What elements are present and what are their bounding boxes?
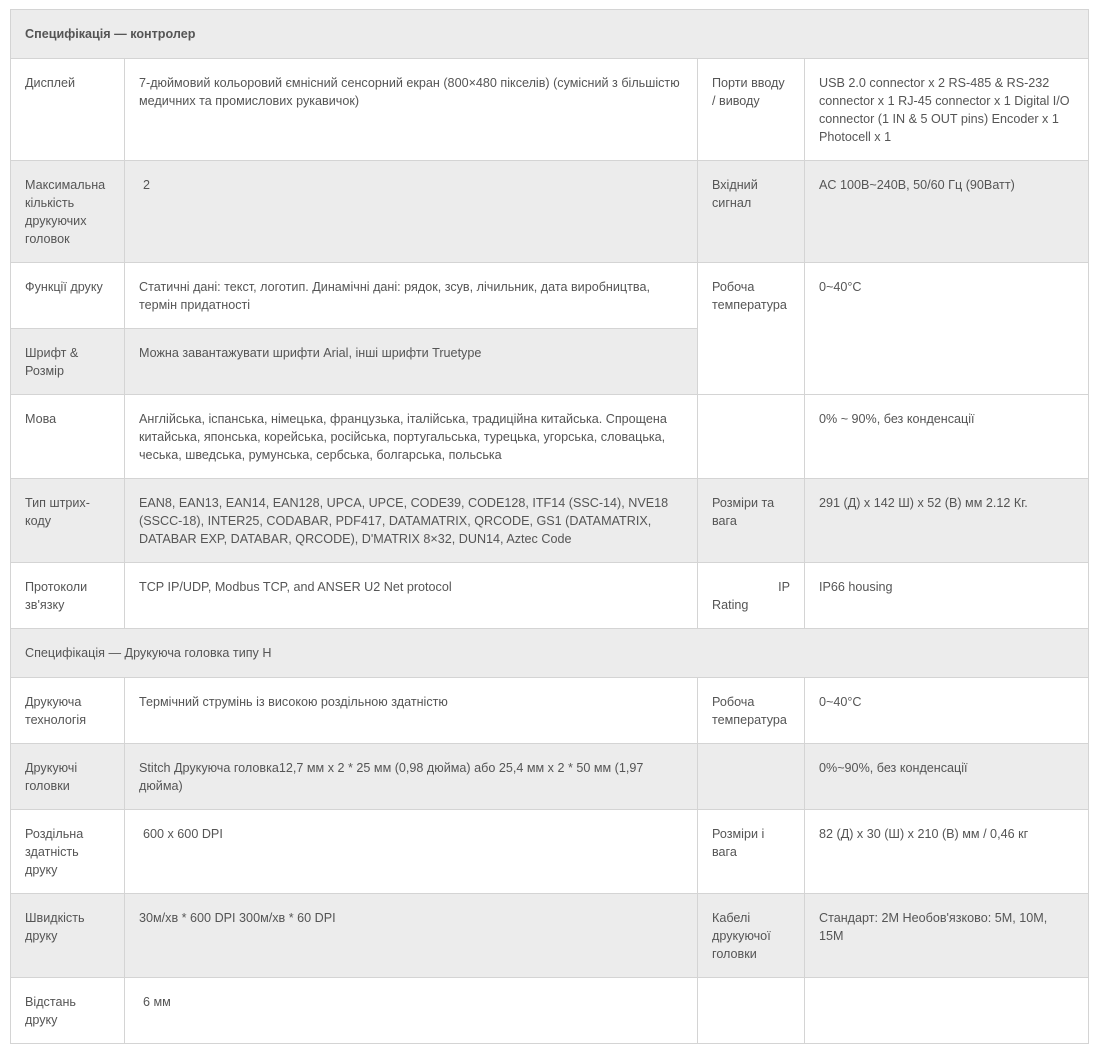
section-title: Специфікація — контролер [11, 10, 1089, 59]
section-title: Специфікація — Друкуюча головка типу H [11, 629, 1089, 678]
row-value: 0%~90%, без конденсації [805, 744, 1089, 810]
ip-label-part: Rating [712, 598, 749, 612]
table-row [11, 744, 1089, 810]
table-row [11, 978, 1089, 1044]
table-row [11, 59, 1089, 161]
row-label: Друкуючі головки [11, 744, 125, 810]
row-label: Робоча температура [698, 263, 805, 395]
spec-table [10, 9, 1089, 1044]
row-label [698, 978, 805, 1044]
row-label: Порти вводу / виводу [698, 59, 805, 161]
row-value: 0~40°C [805, 263, 1089, 395]
table-row [11, 563, 1089, 629]
row-label [698, 563, 805, 629]
row-label: Відстань друку [11, 978, 125, 1044]
row-label: Протоколи зв'язку [11, 563, 125, 629]
row-value: 7-дюймовий кольоровий ємнісний сенсорний екран (800×480 пікселів) (сумісний з більшістю медичних та промислових рукавичок) [125, 59, 698, 161]
ip-label-part: IP [778, 580, 790, 594]
row-label: Мова [11, 395, 125, 479]
row-value: 600 x 600 DPI [125, 810, 698, 894]
table-row [11, 810, 1089, 894]
row-label: Роздільна здатність друку [11, 810, 125, 894]
row-value: Англійська, іспанська, німецька, французька, італійська, традиційна китайська. Спрощена китайська, японська, корейська, російська, португальська, турецька, угорська, словацька, чеська, шведська, румунська, сербська, болгарська, польська [125, 395, 698, 479]
row-value: Стандарт: 2M Необов'язково: 5M, 10M, 15M [805, 894, 1089, 978]
row-label: Розміри та вага [698, 479, 805, 563]
row-label: Максимальна кількість друкуючих головок [11, 161, 125, 263]
row-label: Тип штрих-коду [11, 479, 125, 563]
section-header-controller [11, 10, 1089, 59]
table-row [11, 678, 1089, 744]
row-value: 30м/хв * 600 DPI 300м/хв * 60 DPI [125, 894, 698, 978]
row-value: USB 2.0 connector x 2 RS-485 & RS-232 connector x 1 RJ-45 connector x 1 Digital I/O connector (1 IN & 5 OUT pins) Encoder x 1 Photocell x 1 [805, 59, 1089, 161]
row-label [698, 395, 805, 479]
row-value: 0% ~ 90%, без конденсації [805, 395, 1089, 479]
row-value: Можна завантажувати шрифти Arial, інші шрифти Truetype [125, 329, 698, 395]
table-row [11, 161, 1089, 263]
row-value: EAN8, EAN13, EAN14, EAN128, UPCA, UPCE, CODE39, CODE128, ITF14 (SSC-14), NVE18 (SSCC-18), INTER25, CODABAR, PDF417, DATAMATRIX, QRCODE, GS1 (DATAMATRIX, DATABAR EXP, DATABAR, QRCODE), D'MATRIX 8×32, DUN14, Aztec Code [125, 479, 698, 563]
row-label: Робоча температура [698, 678, 805, 744]
table-row [11, 395, 1089, 479]
section-header-printhead [11, 629, 1089, 678]
row-label: Кабелі друкуючої головки [698, 894, 805, 978]
table-row [11, 479, 1089, 563]
row-label: Друкуюча технологія [11, 678, 125, 744]
row-value: 6 мм [125, 978, 698, 1044]
row-label: Шрифт & Розмір [11, 329, 125, 395]
row-label: Функції друку [11, 263, 125, 329]
row-label: Дисплей [11, 59, 125, 161]
row-value: TCP IP/UDP, Modbus TCP, and ANSER U2 Net protocol [125, 563, 698, 629]
row-label: Швидкість друку [11, 894, 125, 978]
row-value: 2 [125, 161, 698, 263]
row-value: 82 (Д) x 30 (Ш) x 210 (В) мм / 0,46 кг [805, 810, 1089, 894]
row-value [805, 978, 1089, 1044]
row-label [698, 744, 805, 810]
row-value: Статичні дані: текст, логотип. Динамічні дані: рядок, зсув, лічильник, дата виробництва, термін придатності [125, 263, 698, 329]
row-value: AC 100В~240В, 50/60 Гц (90Ватт) [805, 161, 1089, 263]
row-value: IP66 housing [805, 563, 1089, 629]
row-value: Stitch Друкуюча головка12,7 мм x 2 * 25 мм (0,98 дюйма) або 25,4 мм x 2 * 50 мм (1,97 дюйма) [125, 744, 698, 810]
row-value: 0~40°C [805, 678, 1089, 744]
table-row [11, 263, 1089, 329]
table-row [11, 894, 1089, 978]
row-label: Розміри і вага [698, 810, 805, 894]
row-value: Термічний струмінь із високою роздільною здатністю [125, 678, 698, 744]
row-value: 291 (Д) x 142 Ш) x 52 (В) мм 2.12 Кг. [805, 479, 1089, 563]
row-label: Вхідний сигнал [698, 161, 805, 263]
